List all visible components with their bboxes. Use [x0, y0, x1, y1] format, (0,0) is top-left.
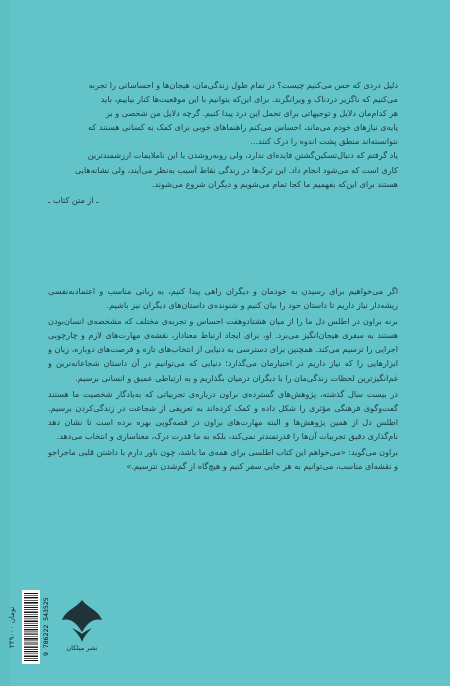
quote-line: پایه‌ی نیازهای خودم می‌ماند، احساس می‌کنم راهنماهای خوبی برای کمک به کسانی هستند که	[88, 122, 398, 133]
quote-line: کاری است که می‌شود انجام داد. این ترک‌ها در زندگی نقاط آسیب به‌نظر می‌آیند، ولی نشانه‌هایی	[74, 164, 398, 175]
quote-line: دلیل دردی که حس می‌کنیم چیست؟ در تمام طول زندگی‌مان، هیجان‌ها و احساساتی را تجربه	[88, 80, 398, 90]
publisher-logo-icon	[54, 598, 110, 644]
barcode-block	[8, 590, 108, 664]
isbn-number: 9 786222 543525	[42, 597, 50, 657]
barcode	[22, 590, 40, 664]
publisher-logo	[54, 598, 110, 662]
quote-line: یاد گرفتم که دنبال‌تسکین‌گشتن فایده‌ای ندارد، ولی روبه‌روشدن با این ناملایمات ارزشمندترین	[87, 150, 398, 161]
quote-line: هر کدام‌مان دلایل و توجیهاتی برای تحمل این درد پیدا کنیم. گرچه دلایل من شخصی و بر	[105, 108, 398, 119]
blurb-paragraph: براون می‌گوید: «می‌خواهم این کتاب اطلسی برای همه‌ی ما باشد، چون باور دارم با داشتن قلبی ماجراجو و نقشه‌ای مناسب، می‌توانیم به هر جایی سفر کنیم و هیچ‌گاه از گم‌شدن نترسیم.»	[48, 447, 398, 472]
blurb-paragraph: در بیست سال گذشته، پژوهش‌های گسترده‌ی براون درباره‌ی تجربیاتی که به‌یادگار شخصیت ما هستند گفت‌وگوی فرهنگی مؤثری را شکل داده و کمک کرده‌اند به تعریفی از شجاعت در زندگی‌کردن برسیم. اطلس دل از همین پژوهش‌ها و البته مهارت‌های براون در قصه‌گویی بهره برده است تا نشان دهد نام‌گذاری دقیق تجربیات آن‌ها را قدرتمندتر نمی‌کند، بلکه به ما قدرت درک، معناسازی و انتخاب می‌دهد.	[48, 388, 398, 441]
publisher-name: نشر میلکان	[66, 644, 98, 652]
quote-line: نتوانسته‌اند منطق پشت اندوه را درک کنند...	[250, 136, 398, 147]
quote-source: ـ از متن کتاب ـ	[48, 194, 99, 205]
price-label: ۲۴۹۰۰۰ تومان	[8, 606, 16, 648]
excerpt-quote	[48, 78, 398, 207]
quote-line: هستند برای این‌که بفهمیم ما کجا تمام می‌شویم و دیگران شروع می‌شوند.	[151, 178, 398, 189]
blurb-paragraph: اگر می‌خواهیم برای رسیدن به خودمان و دیگران راهی پیدا کنیم، به زبانی مناسب و اعتمادبه‌نفسی ریشه‌دار نیاز داریم تا داستان خود را بیان کنیم و شنونده‌ی داستان‌های دیگران نیز باشیم.	[48, 286, 398, 311]
barcode-lines	[24, 593, 38, 661]
quote-line: می‌کنیم که ناگزیر دردناک و ویرانگرند. برای این‌که بتوانیم با این موقعیت‌ها کنار بیاییم، باید	[100, 94, 398, 105]
spine-edge	[0, 0, 10, 686]
blurb-text	[48, 284, 398, 475]
blurb-paragraph: برنه براون در اطلس دل ما را از میان هشتادوهفت احساس و تجربه‌ی مختلف که مشخصه‌ی انسان‌بودن هستند به سفری هیجان‌انگیز می‌برد. او، برای ایجاد ارتباط معنادار، نقشه‌ی مهارت‌های لازم و چارچوبی اجرایی را ترسیم می‌کند. همچنین برای دسترسی به دنیایی از انتخاب‌های تازه و فرصت‌های دوباره، زبان و ابزارهایی را که نیاز داریم در اختیارمان می‌گذارد؛ دنیایی که می‌توانیم در آن داستان شجاعانه‌ترین و غم‌انگیزترین لحظات زندگی‌مان را با دیگران درمیان بگذاریم و به ارتباطی عمیق و انسانی برسیم.	[48, 316, 398, 383]
